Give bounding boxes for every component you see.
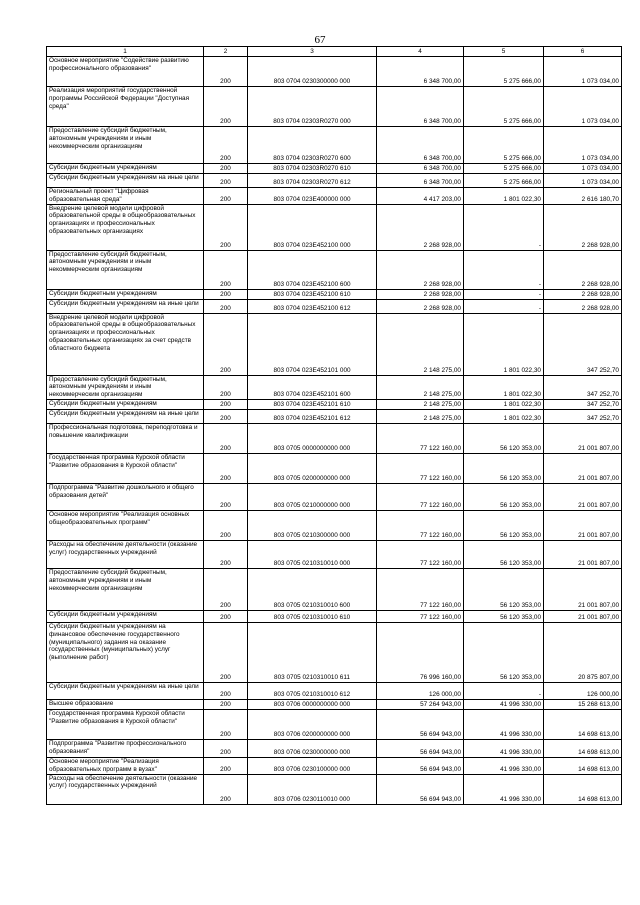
- row-value-regional: 14 698 613,00: [544, 709, 622, 739]
- row-value-regional: 347 252,70: [544, 409, 622, 423]
- row-item-name: Реализация мероприятий государственной программы Российской Федерации "Доступная среда": [47, 87, 204, 127]
- table-row: [47, 313, 622, 375]
- row-item-name: Основное мероприятие "Реализация образовательных программ в вузах": [47, 757, 204, 774]
- row-value-regional: 126 000,00: [544, 682, 622, 699]
- row-value-regional: 2 268 928,00: [544, 250, 622, 289]
- header-col-3: 3: [248, 47, 377, 57]
- row-item-name: Субсидии бюджетным учреждениям на финансовое обеспечение государственного (муниципального) задания на оказание государственных (муниципальных) услуг (выполнение работ): [47, 622, 204, 682]
- row-value-total: 77 122 160,00: [377, 610, 464, 622]
- row-value-total: 6 348 700,00: [377, 127, 464, 164]
- table-row: [47, 57, 622, 87]
- row-value-federal: 41 996 330,00: [464, 774, 544, 804]
- row-item-name: Расходы на обеспечение деятельности (оказание услуг) государственных учреждений: [47, 540, 204, 568]
- row-item-name: Основное мероприятие "Содействие развитию профессионального образования": [47, 57, 204, 87]
- row-group-code: 200: [204, 774, 248, 804]
- row-item-name: Субсидии бюджетным учреждениям: [47, 399, 204, 409]
- row-value-regional: 1 073 034,00: [544, 87, 622, 127]
- row-item-name: Субсидии бюджетным учреждениям: [47, 164, 204, 174]
- table-row: [47, 87, 622, 127]
- row-budget-code: 803 0705 0210300000 000: [248, 510, 377, 540]
- row-value-federal: 1 801 022,30: [464, 399, 544, 409]
- table-row: [47, 299, 622, 313]
- table-row: [47, 682, 622, 699]
- row-budget-code: 803 0704 02303R0270 612: [248, 174, 377, 188]
- table-row: [47, 739, 622, 757]
- row-value-regional: 21 001 807,00: [544, 483, 622, 510]
- row-item-name: Предоставление субсидий бюджетным, автономным учреждениям и иным некоммерческим организациям: [47, 127, 204, 164]
- row-value-regional: 20 875 807,00: [544, 622, 622, 682]
- row-item-name: Профессиональная подготовка, переподготовка и повышение квалификации: [47, 423, 204, 453]
- row-budget-code: 803 0704 0230300000 000: [248, 57, 377, 87]
- row-value-federal: 41 996 330,00: [464, 699, 544, 709]
- row-budget-code: 803 0706 0230100000 000: [248, 757, 377, 774]
- row-group-code: 200: [204, 399, 248, 409]
- row-item-name: Подпрограмма "Развитие профессионального образования": [47, 739, 204, 757]
- row-budget-code: 803 0705 0210310010 612: [248, 682, 377, 699]
- row-value-total: 57 264 943,00: [377, 699, 464, 709]
- row-budget-code: 803 0705 0210000000 000: [248, 483, 377, 510]
- row-item-name: Государственная программа Курской области "Развитие образования в Курской области": [47, 453, 204, 483]
- row-value-federal: -: [464, 250, 544, 289]
- row-group-code: 200: [204, 250, 248, 289]
- row-value-total: 2 148 275,00: [377, 313, 464, 375]
- row-group-code: 200: [204, 174, 248, 188]
- row-value-federal: -: [464, 682, 544, 699]
- row-value-total: 56 694 943,00: [377, 774, 464, 804]
- row-budget-code: 803 0706 0230000000 000: [248, 739, 377, 757]
- row-value-total: 2 148 275,00: [377, 399, 464, 409]
- row-value-federal: 56 120 353,00: [464, 610, 544, 622]
- row-item-name: Субсидии бюджетным учреждениям на иные цели: [47, 174, 204, 188]
- header-col-6: 6: [544, 47, 622, 57]
- row-group-code: 200: [204, 409, 248, 423]
- row-value-federal: 56 120 353,00: [464, 453, 544, 483]
- page-number: 67: [314, 34, 326, 46]
- table-row: [47, 174, 622, 188]
- row-budget-code: 803 0704 023E452101 610: [248, 399, 377, 409]
- row-item-name: Основное мероприятие "Реализация основных общеобразовательных программ": [47, 510, 204, 540]
- row-value-federal: 56 120 353,00: [464, 483, 544, 510]
- row-value-regional: 21 001 807,00: [544, 453, 622, 483]
- table-row: [47, 774, 622, 804]
- row-value-federal: -: [464, 204, 544, 250]
- row-budget-code: 803 0704 023E452100 000: [248, 204, 377, 250]
- row-item-name: Региональный проект "Цифровая образовательная среда": [47, 188, 204, 205]
- row-value-regional: 2 268 928,00: [544, 299, 622, 313]
- row-value-federal: 41 996 330,00: [464, 709, 544, 739]
- row-group-code: 200: [204, 204, 248, 250]
- row-value-total: 2 268 928,00: [377, 299, 464, 313]
- row-budget-code: 803 0706 0230110010 000: [248, 774, 377, 804]
- row-value-regional: 1 073 034,00: [544, 164, 622, 174]
- row-item-name: Высшее образование: [47, 699, 204, 709]
- row-value-regional: 347 252,70: [544, 313, 622, 375]
- header-col-4: 4: [377, 47, 464, 57]
- row-value-total: 77 122 160,00: [377, 453, 464, 483]
- row-group-code: 200: [204, 540, 248, 568]
- row-item-name: Субсидии бюджетным учреждениям на иные цели: [47, 409, 204, 423]
- row-group-code: 200: [204, 682, 248, 699]
- row-value-regional: 21 001 807,00: [544, 610, 622, 622]
- row-value-federal: 1 801 022,30: [464, 409, 544, 423]
- table-row: [47, 409, 622, 423]
- table-row: [47, 423, 622, 453]
- row-group-code: 200: [204, 127, 248, 164]
- row-budget-code: 803 0705 0210310010 000: [248, 540, 377, 568]
- table-row: [47, 568, 622, 610]
- row-group-code: 200: [204, 709, 248, 739]
- table-row: [47, 709, 622, 739]
- row-item-name: Субсидии бюджетным учреждениям на иные цели: [47, 299, 204, 313]
- row-item-name: Субсидии бюджетным учреждениям: [47, 610, 204, 622]
- row-group-code: 200: [204, 313, 248, 375]
- row-value-total: 56 694 943,00: [377, 709, 464, 739]
- row-value-total: 6 348 700,00: [377, 57, 464, 87]
- row-budget-code: 803 0704 02303R0270 000: [248, 87, 377, 127]
- row-value-regional: 15 268 613,00: [544, 699, 622, 709]
- row-group-code: 200: [204, 423, 248, 453]
- table-row: [47, 510, 622, 540]
- row-value-total: 4 417 203,00: [377, 188, 464, 205]
- table-row: [47, 453, 622, 483]
- table-row: [47, 127, 622, 164]
- table-row: [47, 399, 622, 409]
- row-value-federal: 5 275 666,00: [464, 127, 544, 164]
- row-value-regional: 14 698 613,00: [544, 739, 622, 757]
- row-value-federal: 5 275 666,00: [464, 57, 544, 87]
- row-value-regional: 21 001 807,00: [544, 510, 622, 540]
- row-value-federal: 41 996 330,00: [464, 757, 544, 774]
- row-group-code: 200: [204, 699, 248, 709]
- row-group-code: 200: [204, 87, 248, 127]
- row-value-federal: 5 275 666,00: [464, 164, 544, 174]
- row-budget-code: 803 0704 023E452100 600: [248, 250, 377, 289]
- row-value-federal: -: [464, 299, 544, 313]
- table-row: [47, 375, 622, 399]
- table-row: [47, 188, 622, 205]
- table-row: [47, 622, 622, 682]
- header-col-2: 2: [204, 47, 248, 57]
- row-value-total: 56 694 943,00: [377, 739, 464, 757]
- row-value-total: 77 122 160,00: [377, 483, 464, 510]
- row-budget-code: 803 0706 0200000000 000: [248, 709, 377, 739]
- table-row: [47, 483, 622, 510]
- row-group-code: 200: [204, 610, 248, 622]
- row-group-code: 200: [204, 453, 248, 483]
- row-item-name: Предоставление субсидий бюджетным, автономным учреждениям и иным некоммерческим организациям: [47, 375, 204, 399]
- row-value-federal: 41 996 330,00: [464, 739, 544, 757]
- row-item-name: Предоставление субсидий бюджетным, автономным учреждениям и иным некоммерческим организациям: [47, 250, 204, 289]
- header-row: [47, 47, 622, 57]
- row-group-code: 200: [204, 622, 248, 682]
- row-value-total: 77 122 160,00: [377, 568, 464, 610]
- table-row: [47, 289, 622, 299]
- row-value-federal: 1 801 022,30: [464, 375, 544, 399]
- row-group-code: 200: [204, 757, 248, 774]
- table-row: [47, 164, 622, 174]
- row-budget-code: 803 0705 0210310010 600: [248, 568, 377, 610]
- row-value-regional: 1 073 034,00: [544, 174, 622, 188]
- row-value-regional: 21 001 807,00: [544, 568, 622, 610]
- row-value-total: 76 996 160,00: [377, 622, 464, 682]
- row-budget-code: 803 0704 023E452101 600: [248, 375, 377, 399]
- row-value-total: 56 694 943,00: [377, 757, 464, 774]
- row-group-code: 200: [204, 57, 248, 87]
- header-col-1: 1: [47, 47, 204, 57]
- budget-table: [46, 46, 622, 805]
- row-value-total: 2 148 275,00: [377, 375, 464, 399]
- row-budget-code: 803 0705 0210310010 610: [248, 610, 377, 622]
- row-value-regional: 2 268 928,00: [544, 204, 622, 250]
- row-value-federal: 56 120 353,00: [464, 423, 544, 453]
- row-value-regional: 347 252,70: [544, 375, 622, 399]
- row-group-code: 200: [204, 289, 248, 299]
- row-value-regional: 347 252,70: [544, 399, 622, 409]
- row-budget-code: 803 0704 023E452101 612: [248, 409, 377, 423]
- row-budget-code: 803 0706 0000000000 000: [248, 699, 377, 709]
- row-value-federal: 56 120 353,00: [464, 510, 544, 540]
- row-budget-code: 803 0704 023E400000 000: [248, 188, 377, 205]
- row-budget-code: 803 0705 0210310010 611: [248, 622, 377, 682]
- row-value-total: 2 268 928,00: [377, 204, 464, 250]
- row-group-code: 200: [204, 483, 248, 510]
- row-budget-code: 803 0704 023E452100 612: [248, 299, 377, 313]
- row-budget-code: 803 0704 02303R0270 610: [248, 164, 377, 174]
- row-group-code: 200: [204, 568, 248, 610]
- row-value-total: 2 268 928,00: [377, 250, 464, 289]
- row-item-name: Субсидии бюджетным учреждениям на иные цели: [47, 682, 204, 699]
- row-group-code: 200: [204, 375, 248, 399]
- row-value-regional: 21 001 807,00: [544, 540, 622, 568]
- row-value-regional: 1 073 034,00: [544, 127, 622, 164]
- row-value-total: 6 348 700,00: [377, 87, 464, 127]
- row-value-federal: 1 801 022,30: [464, 313, 544, 375]
- row-item-name: Субсидии бюджетным учреждениям: [47, 289, 204, 299]
- row-item-name: Расходы на обеспечение деятельности (оказание услуг) государственных учреждений: [47, 774, 204, 804]
- header-col-5: 5: [464, 47, 544, 57]
- row-value-regional: 14 698 613,00: [544, 774, 622, 804]
- row-value-federal: 5 275 666,00: [464, 87, 544, 127]
- row-value-total: 126 000,00: [377, 682, 464, 699]
- row-budget-code: 803 0704 02303R0270 600: [248, 127, 377, 164]
- row-value-federal: 1 801 022,30: [464, 188, 544, 205]
- row-value-regional: 2 268 928,00: [544, 289, 622, 299]
- row-group-code: 200: [204, 739, 248, 757]
- row-value-total: 77 122 160,00: [377, 423, 464, 453]
- table-row: [47, 540, 622, 568]
- row-budget-code: 803 0705 0000000000 000: [248, 423, 377, 453]
- row-value-total: 6 348 700,00: [377, 174, 464, 188]
- row-value-federal: 56 120 353,00: [464, 568, 544, 610]
- row-item-name: Государственная программа Курской области "Развитие образования в Курской области": [47, 709, 204, 739]
- table-row: [47, 610, 622, 622]
- row-value-federal: 5 275 666,00: [464, 174, 544, 188]
- row-value-federal: 56 120 353,00: [464, 622, 544, 682]
- row-item-name: Внедрение целевой модели цифровой образовательной среды в общеобразовательных организациях и профессиональных образовательных организациях: [47, 204, 204, 250]
- row-item-name: Внедрение целевой модели цифровой образовательной среды в общеобразовательных организациях и профессиональных образовательных организациях за счет средств областного бюджета: [47, 313, 204, 375]
- row-group-code: 200: [204, 510, 248, 540]
- row-value-regional: 14 698 613,00: [544, 757, 622, 774]
- row-value-regional: 2 616 180,70: [544, 188, 622, 205]
- row-value-federal: -: [464, 289, 544, 299]
- table-row: [47, 204, 622, 250]
- row-budget-code: 803 0704 023E452101 000: [248, 313, 377, 375]
- table-row: [47, 699, 622, 709]
- row-budget-code: 803 0704 023E452100 610: [248, 289, 377, 299]
- row-group-code: 200: [204, 188, 248, 205]
- row-item-name: Предоставление субсидий бюджетным, автономным учреждениям и иным некоммерческим организациям: [47, 568, 204, 610]
- row-value-regional: 21 001 807,00: [544, 423, 622, 453]
- row-value-total: 6 348 700,00: [377, 164, 464, 174]
- row-item-name: Подпрограмма "Развитие дошкольного и общего образования детей": [47, 483, 204, 510]
- table-row: [47, 757, 622, 774]
- row-value-total: 2 148 275,00: [377, 409, 464, 423]
- row-value-federal: 56 120 353,00: [464, 540, 544, 568]
- row-group-code: 200: [204, 299, 248, 313]
- row-budget-code: 803 0705 0200000000 000: [248, 453, 377, 483]
- row-value-total: 2 268 928,00: [377, 289, 464, 299]
- row-value-total: 77 122 160,00: [377, 510, 464, 540]
- row-value-total: 77 122 160,00: [377, 540, 464, 568]
- row-group-code: 200: [204, 164, 248, 174]
- row-value-regional: 1 073 034,00: [544, 57, 622, 87]
- table-row: [47, 250, 622, 289]
